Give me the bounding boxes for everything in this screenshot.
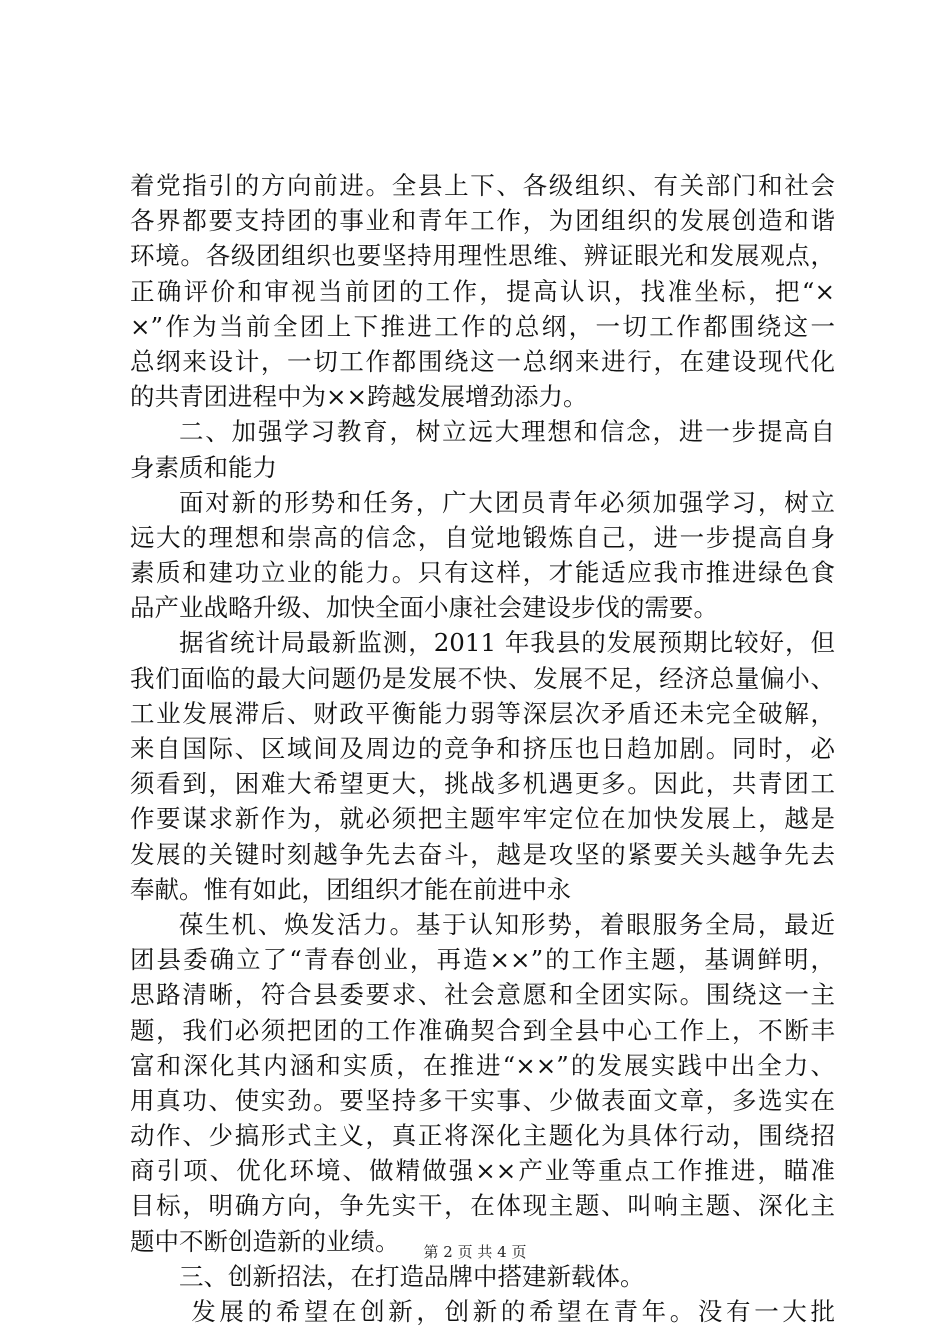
- text-line: ×”作为当前全团上下推进工作的总纲，一切工作都围绕这一: [130, 311, 835, 341]
- text-line: 发展的关键时刻越争先去奋斗，越是攻坚的紧要关头越争先去: [130, 839, 835, 869]
- text-line: 题中不断创造新的业绩。: [130, 1226, 400, 1256]
- text-line: 作要谋求新作为，就必须把主题牢牢定位在加快发展上，越是: [130, 804, 835, 834]
- text-line: 总纲来设计，一切工作都围绕这一总纲来进行，在建设现代化: [130, 346, 835, 376]
- text-line: 远大的理想和崇高的信念，自觉地锻炼自己，进一步提高自身: [130, 522, 835, 552]
- text-line: 来自国际、区域间及周边的竞争和挤压也日趋加剧。同时，必: [130, 734, 835, 763]
- text-line: 着党指引的方向前进。全县上下、各级组织、有关部门和社会: [130, 171, 835, 200]
- text-line: 工业发展滞后、财政平衡能力弱等深层次矛盾还未完全破解，: [130, 698, 835, 728]
- text-line: 葆生机、焕发活力。基于认知形势，着眼服务全局，最近: [179, 909, 835, 939]
- text-line: 思路清晰，符合县委要求、社会意愿和全团实际。围绕这一主: [130, 980, 835, 1010]
- text-line: 团县委确立了“青春创业，再造××”的工作主题，基调鲜明，: [130, 945, 835, 975]
- text-line: 目标，明确方向，争先实干，在体现主题、叫响主题、深化主: [130, 1191, 835, 1221]
- text-line: 用真功、使实劲。要坚持多干实事、少做表面文章，多选实在: [130, 1085, 835, 1115]
- text-line: 动作、少搞形式主义，真正将深化主题化为具体行动，围绕招: [130, 1121, 835, 1151]
- text-line: 奉献。惟有如此，团组织才能在前进中永: [130, 874, 571, 904]
- text-line: 正确评价和审视当前团的工作，提高认识，找准坐标，把“×: [130, 276, 835, 306]
- text-line: 身素质和能力: [130, 452, 277, 482]
- text-line: 环境。各级团组织也要坚持用理性思维、辨证眼光和发展观点，: [130, 241, 835, 271]
- text-line: 各界都要支持团的事业和青年工作，为团组织的发展创造和谐: [130, 206, 835, 236]
- text-line: 富和深化其内涵和实质，在推进“××”的发展实践中出全力、: [130, 1050, 835, 1080]
- page-footer: 第 2 页 共 4 页: [423, 1243, 527, 1261]
- text-line: 据省统计局最新监测，2011 年我县的发展预期比较好，但: [179, 628, 835, 658]
- text-line: 题，我们必须把团的工作准确契合到全县中心工作上，不断丰: [130, 1015, 835, 1045]
- document-body: [130, 168, 835, 1329]
- text-line: 三、创新招法，在打造品牌中搭建新载体。: [179, 1261, 645, 1291]
- text-line: 商引项、优化环境、做精做强××产业等重点工作推进，瞄准: [130, 1156, 835, 1186]
- text-line: 品产业战略升级、加快全面小康社会建设步伐的需要。: [130, 593, 718, 623]
- text-line: 面对新的形势和任务，广大团员青年必须加强学习，树立: [179, 487, 835, 517]
- text-line: 发展的希望在创新，创新的希望在青年。没有一大批: [191, 1297, 835, 1326]
- text-line: 我们面临的最大问题仍是发展不快、发展不足，经济总量偏小、: [130, 663, 835, 693]
- text-line: 的共青团进程中为××跨越发展增劲添力。: [130, 382, 588, 412]
- text-line: 素质和建功立业的能力。只有这样，才能适应我市推进绿色食: [130, 558, 835, 588]
- text-line: 须看到，困难大希望更大，挑战多机遇更多。因此，共青团工: [130, 769, 835, 799]
- text-line: 二、加强学习教育，树立远大理想和信念，进一步提高自: [179, 417, 835, 447]
